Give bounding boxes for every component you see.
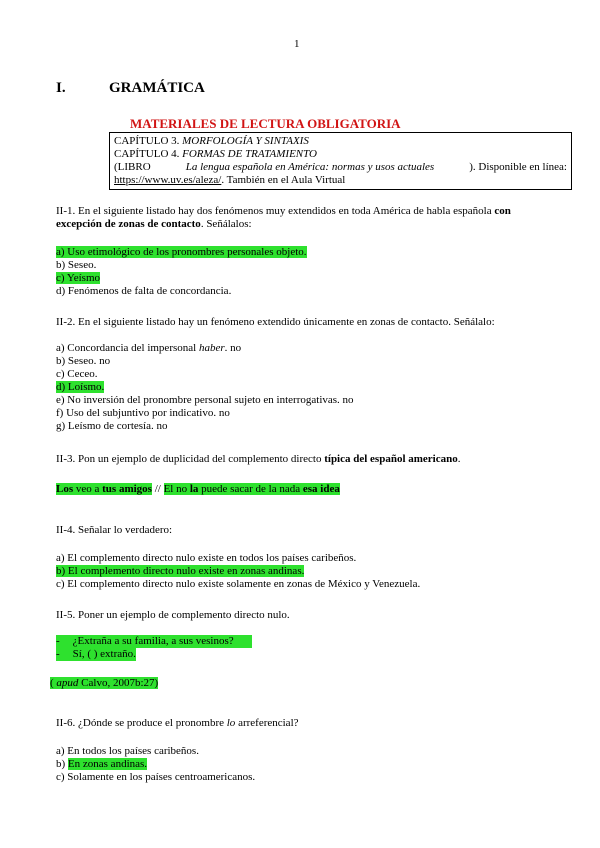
q1-text-line2 — [56, 218, 252, 231]
q3-text-line — [56, 453, 461, 466]
q1-bold-1: con — [494, 205, 511, 217]
q1-option-b[interactable]: b) Seseo. — [56, 259, 97, 271]
q5-cite-apud: apud — [56, 677, 79, 689]
q3-text: II-3. Pon un ejemplo de duplicidad del complemento directo — [56, 453, 325, 465]
q3-ans-el-no: El no — [163, 483, 190, 495]
q3-ans-puede: puede sacar de la nada — [198, 483, 303, 495]
q2-option-a[interactable] — [56, 342, 241, 355]
q2-option-c[interactable]: c) Ceceo. — [56, 368, 98, 380]
libro-line — [114, 161, 567, 174]
q5-citation-hl — [50, 677, 158, 689]
q6-text-line — [56, 717, 299, 730]
q2-text: II-2. En el siguiente listado hay un fenómeno extendido únicamente en zonas de contacto. Señálalo: — [56, 316, 495, 328]
q3-answer — [56, 483, 340, 496]
url-line — [114, 174, 345, 187]
q1-option-c[interactable] — [56, 272, 100, 285]
section-numeral: I. — [56, 80, 66, 96]
q2-option-g[interactable]: g) Leísmo de cortesía. no — [56, 420, 168, 432]
q3-ans-la: la — [189, 483, 199, 495]
q5-line-1-text: ¿Extraña a su familia, a sus vesinos? — [72, 635, 234, 647]
materials-heading: MATERIALES DE LECTURA OBLIGATORIA — [130, 116, 401, 131]
q4-option-c[interactable]: c) El complemento directo nulo existe solamente en zonas de México y Venezuela. — [56, 578, 421, 590]
q5-dash-2: - — [56, 648, 60, 660]
q5-line-2-text: Sí, ( ) extraño. — [72, 648, 136, 660]
q1-text-line1 — [56, 205, 511, 218]
q3-ans-veo: veo a — [73, 483, 103, 495]
chapter-4-line — [114, 148, 317, 161]
q3-bold: típica del español americano — [324, 453, 458, 465]
chapter-4-prefix: CAPÍTULO 4. — [114, 148, 183, 160]
q1-tail: . Señálalos: — [200, 218, 252, 230]
q6-option-a[interactable]: a) En todos los países caribeños. — [56, 745, 199, 757]
q4-option-b-text: b) El complemento directo nulo existe en zonas andinas. — [56, 565, 305, 577]
q2-option-d-text: d) Loísmo. — [56, 381, 105, 393]
q2-option-a-pre: a) Concordancia del impersonal — [56, 342, 199, 354]
libro-rest: ). Disponible en línea: — [469, 161, 567, 173]
chapter-4-title: FORMAS DE TRATAMIENTO — [182, 148, 317, 160]
chapter-3-title: MORFOLOGÍA Y SINTAXIS — [182, 135, 309, 147]
section-title: GRAMÁTICA — [109, 80, 205, 96]
q3-ans-esa-idea: esa idea — [302, 483, 340, 495]
page-number: 1 — [294, 38, 300, 50]
q1-text: II-1. En el siguiente listado hay dos fenómenos muy extendidos en toda América de habla española — [56, 205, 495, 217]
q5-citation — [50, 677, 158, 690]
q3-tail: . — [457, 453, 461, 465]
q2-option-e[interactable]: e) No inversión del pronombre personal sujeto en interrogativas. no — [56, 394, 354, 406]
chapter-3-prefix: CAPÍTULO 3. — [114, 135, 183, 147]
q1-option-a[interactable] — [56, 246, 307, 259]
q2-option-a-post: . no — [224, 342, 242, 354]
q4-option-b[interactable] — [56, 565, 304, 578]
q1-option-c-text: c) Yeísmo — [56, 272, 101, 284]
aula-virtual-text: . También en el Aula Virtual — [221, 174, 346, 186]
q2-option-a-haber: haber — [198, 342, 225, 354]
chapter-3-line — [114, 135, 309, 148]
libro-title: La lengua española en América: normas y usos actuales — [185, 161, 435, 173]
q3-ans-separator: // — [151, 483, 164, 495]
q4-option-a[interactable]: a) El complemento directo nulo existe en todos los países caribeños. — [56, 552, 357, 564]
q2-option-b[interactable]: b) Seseo. no — [56, 355, 111, 367]
aleza-link[interactable]: https://www.uv.es/aleza/ — [114, 174, 222, 186]
q3-ans-tus-amigos: tus amigos — [102, 483, 152, 495]
q6-option-b-pre: b) — [56, 758, 68, 770]
libro-open: (LIBRO — [114, 161, 151, 173]
q6-option-c[interactable]: c) Solamente en los países centroamericanos. — [56, 771, 256, 783]
q6-option-b-text: En zonas andinas. — [67, 758, 148, 770]
q4-text: II-4. Señalar lo verdadero: — [56, 524, 173, 536]
q1-bold-2: excepción de zonas de contacto — [56, 218, 201, 230]
q1-option-a-text: a) Uso etimológico de los pronombres personales objeto. — [56, 246, 307, 258]
q5-line-2-hl — [56, 648, 136, 661]
q5-cite-rest: Calvo, 2007b:27) — [78, 677, 159, 689]
q5-line-1-hl — [56, 635, 252, 648]
materials-box — [109, 132, 572, 190]
q6-text-lo: lo — [226, 717, 236, 729]
q5-dash-1: - — [56, 635, 60, 647]
q3-ans-los: Los — [56, 483, 74, 495]
q5-line-1 — [56, 635, 252, 648]
q5-line-2 — [56, 648, 136, 661]
q2-option-d[interactable] — [56, 381, 104, 394]
q2-option-f[interactable]: f) Uso del subjuntivo por indicativo. no — [56, 407, 230, 419]
q6-option-b[interactable] — [56, 758, 147, 771]
q5-text: II-5. Poner un ejemplo de complemento directo nulo. — [56, 609, 290, 621]
q6-text-post: arreferencial? — [235, 717, 299, 729]
q1-option-d[interactable]: d) Fenómenos de falta de concordancia. — [56, 285, 232, 297]
q5-cite-open: ( — [50, 677, 57, 689]
q6-text-pre: II-6. ¿Dónde se produce el pronombre — [56, 717, 227, 729]
